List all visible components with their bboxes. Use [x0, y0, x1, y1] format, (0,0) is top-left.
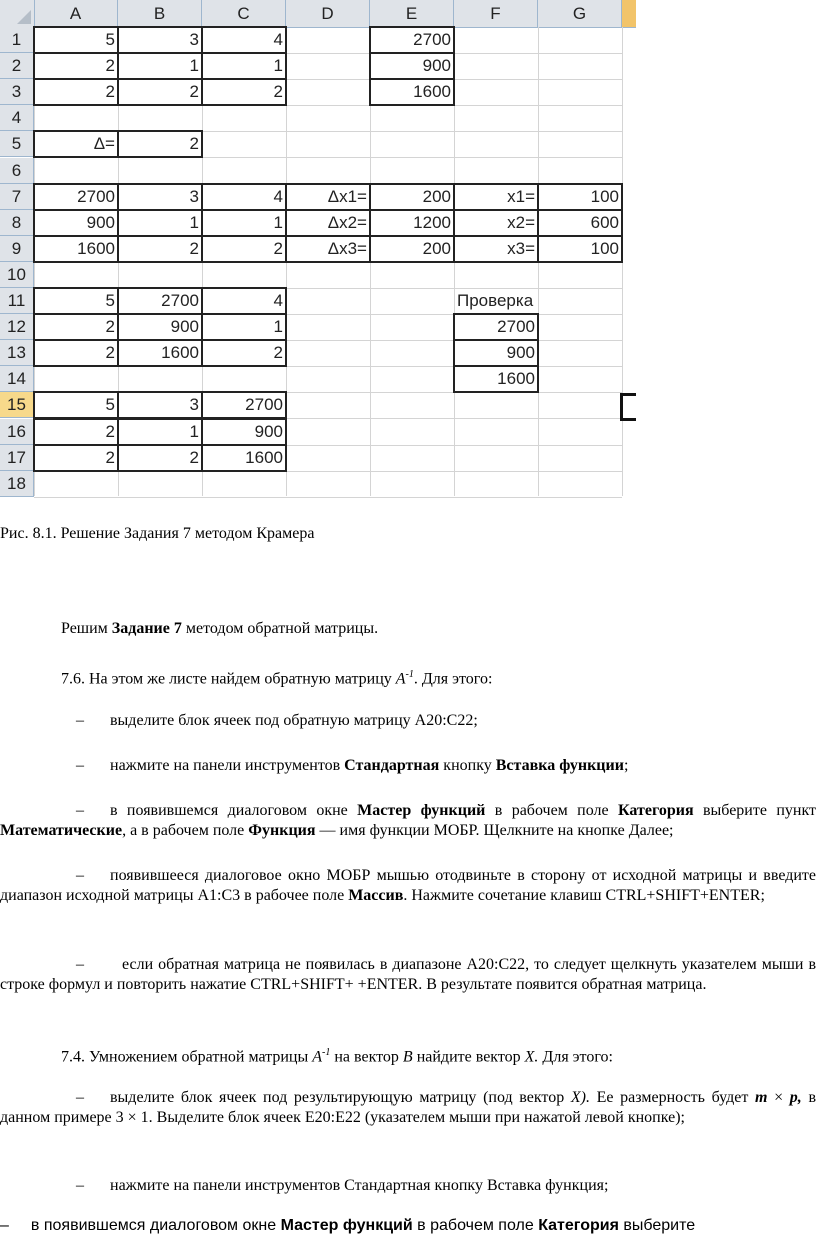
row-header-7[interactable]: 7	[0, 184, 34, 210]
text: в рабочем поле	[485, 802, 619, 819]
cell-e9[interactable]: 200	[422, 238, 451, 258]
text: нажмите на панели инструментов Стандартная кнопку Вставка функция;	[110, 1177, 609, 1194]
bold-text: Математические	[0, 822, 123, 839]
cell-f13[interactable]: 900	[506, 343, 535, 363]
dash: –	[76, 867, 84, 884]
var-m: m	[755, 1089, 768, 1106]
cell-e1[interactable]: 2700	[413, 30, 451, 49]
cell-f8[interactable]: x2=	[507, 212, 535, 232]
select-all-corner[interactable]	[0, 0, 35, 27]
bold-text: Стандартная	[344, 757, 440, 774]
bold-text: Мастер функций	[357, 802, 486, 819]
cell-c2[interactable]: 1	[273, 56, 283, 76]
row-header-9[interactable]: 9	[0, 236, 34, 262]
text: выберите пункт	[693, 802, 816, 819]
text: выделите блок ячеек под обратную матрицу A20:C22;	[110, 712, 478, 729]
cell-a5[interactable]: Δ=	[93, 134, 115, 154]
row-header-11[interactable]: 11	[0, 288, 34, 314]
text: если обратная матрица не появилась в диапазоне A20:C22, то следует щелкнуть указателем мыши в строке формул и повторить нажатие CTRL+SHIFT+ +ENTER. В результате появится обратная матрица.	[0, 956, 816, 993]
cell-c7[interactable]: 4	[273, 186, 283, 206]
column-header-stub	[622, 0, 636, 27]
paragraph-7-6	[61, 665, 492, 689]
cell-b3[interactable]: 2	[189, 82, 199, 102]
gridline	[34, 497, 622, 498]
cell-b13[interactable]: 1600	[161, 343, 199, 363]
var-a: A	[312, 1048, 322, 1066]
text: Решим	[61, 620, 112, 637]
paragraph-intro	[61, 619, 378, 639]
text: выделите блок ячеек под результирующую матрицу (под вектор	[110, 1089, 571, 1106]
text: 7.4. Умножением обратной матрицы	[61, 1048, 313, 1066]
text: появившееся диалоговое окно МОБР мышью отодвиньте в сторону от исходной матрицы и введите диапазон исходной матрицы A1:C3 в рабочее поле	[0, 867, 816, 904]
var-p: p,	[789, 1089, 802, 1106]
column-header-e[interactable]: E	[370, 0, 454, 27]
text: Ее размерность будет	[589, 1089, 755, 1106]
cell-d7[interactable]: Δx1=	[327, 186, 367, 206]
text: выберите	[618, 1217, 696, 1234]
row-header-14[interactable]: 14	[0, 366, 34, 392]
dash: –	[76, 757, 84, 774]
dash: –	[76, 956, 84, 973]
text: — имя функции МОБР. Щелкните на кнопке Далее;	[315, 822, 674, 839]
cell-b11[interactable]: 2700	[161, 291, 199, 310]
bullet-8	[0, 1216, 695, 1236]
cell-c11[interactable]: 4	[273, 291, 283, 310]
row-header-4[interactable]: 4	[0, 105, 34, 131]
cell-a9[interactable]: 1600	[77, 238, 115, 258]
superscript: -1	[322, 1047, 331, 1058]
cell-a7[interactable]: 2700	[77, 186, 115, 206]
cell-a13[interactable]: 2	[105, 343, 115, 363]
column-header-d[interactable]: D	[286, 0, 370, 27]
cell-c15[interactable]: 2700	[245, 395, 283, 415]
column-header-f[interactable]: F	[454, 0, 538, 27]
column-header-a[interactable]: A	[34, 0, 118, 27]
row-header-2[interactable]: 2	[0, 53, 34, 79]
row-header-5[interactable]: 5	[0, 131, 34, 157]
row-header-12[interactable]: 12	[0, 314, 34, 340]
cell-g8[interactable]: 600	[590, 212, 619, 232]
cell-b15[interactable]: 3	[189, 395, 199, 415]
spreadsheet	[0, 0, 636, 496]
dash: –	[0, 1217, 9, 1234]
text: . Для этого:	[413, 670, 493, 688]
bold-text: Мастер функций	[280, 1217, 413, 1234]
bullet-7	[76, 1176, 608, 1196]
cell-g7[interactable]: 100	[590, 186, 619, 206]
cell-b9[interactable]: 2	[189, 238, 199, 258]
text: на вектор	[330, 1048, 403, 1066]
row-header-17[interactable]: 17	[0, 445, 34, 471]
text: кнопку	[439, 757, 496, 774]
var-x: X).	[570, 1089, 590, 1106]
cell-g9[interactable]: 100	[590, 238, 619, 258]
row-header-15[interactable]: 15	[0, 392, 34, 418]
cell-f9[interactable]: x3=	[507, 238, 535, 258]
cell-b8[interactable]: 1	[189, 212, 199, 232]
row-header-3[interactable]: 3	[0, 79, 34, 105]
cell-a1[interactable]: 5	[105, 30, 115, 49]
cell-e8[interactable]: 1200	[413, 212, 451, 232]
column-header-b[interactable]: B	[118, 0, 202, 27]
row-header-16[interactable]: 16	[0, 419, 34, 445]
text: , а в рабочем поле	[122, 822, 249, 839]
cell-a15[interactable]: 5	[105, 395, 115, 415]
bullet-5	[0, 955, 816, 995]
cell-c12[interactable]: 1	[273, 317, 283, 337]
cell-a8[interactable]: 900	[86, 212, 115, 232]
cell-a2[interactable]: 2	[105, 56, 115, 76]
cell-f11[interactable]: Проверка	[457, 291, 534, 310]
cell-c8[interactable]: 1	[273, 212, 283, 232]
text: нажмите на панели инструментов	[110, 757, 345, 774]
bullet-1	[76, 711, 478, 731]
figure-caption: Рис. 8.1. Решение Задания 7 методом Крамера	[0, 525, 315, 542]
cell-b5[interactable]: 2	[189, 134, 199, 154]
text: в появившемся диалоговом окне	[30, 1217, 281, 1234]
bold-text: Задание 7	[111, 620, 182, 637]
cell-c3[interactable]: 2	[273, 82, 283, 102]
text: в данном примере 3 × 1. Выделите блок ячеек E20:E22 (указателем мыши при нажатой левой кнопке);	[0, 1089, 816, 1126]
row-header-10[interactable]: 10	[0, 262, 34, 288]
bold-text: Вставка функции	[495, 757, 624, 774]
cell-c13[interactable]: 2	[273, 343, 283, 363]
cell-e7[interactable]: 200	[422, 186, 451, 206]
cell-e3[interactable]: 1600	[413, 82, 451, 102]
bold-text: Массив	[348, 887, 404, 904]
select-all-icon	[17, 10, 31, 24]
cell-c17[interactable]: 1600	[245, 447, 283, 467]
column-header-c[interactable]: C	[202, 0, 286, 27]
cell-b7[interactable]: 3	[189, 186, 199, 206]
text: . Нажмите сочетание клавиш CTRL+SHIFT+ENTER;	[403, 887, 765, 904]
bullet-6	[0, 1088, 816, 1128]
cell-a11[interactable]: 5	[105, 291, 115, 310]
dash: –	[76, 1089, 84, 1106]
text: Для этого:	[538, 1048, 613, 1066]
text: методом обратной матрицы.	[181, 620, 379, 637]
cell-a16[interactable]: 2	[105, 421, 115, 441]
bold-text: Категория	[618, 802, 694, 819]
text: 7.6. На этом же листе найдем обратную матрицу	[61, 670, 396, 688]
cell-d8[interactable]: Δx2=	[327, 212, 367, 232]
dash: –	[76, 1177, 84, 1194]
var-b: B	[402, 1048, 413, 1066]
superscript: -1	[405, 669, 414, 680]
cell-a12[interactable]: 2	[105, 317, 115, 337]
cell-e2[interactable]: 900	[422, 56, 451, 76]
row-header-6[interactable]: 6	[0, 158, 34, 184]
var-a: A	[395, 670, 406, 688]
var-x: X.	[524, 1048, 539, 1066]
bullet-3	[0, 801, 816, 841]
cell-b2[interactable]: 1	[189, 56, 199, 76]
cell-d9[interactable]: Δx3=	[327, 238, 367, 258]
dash: –	[76, 802, 84, 819]
cell-f7[interactable]: x1=	[507, 186, 535, 206]
bold-text: Функция	[248, 822, 316, 839]
paragraph-7-4	[61, 1043, 613, 1067]
cell-b12[interactable]: 900	[170, 317, 199, 337]
bullet-2	[76, 756, 628, 776]
text: ×	[767, 1089, 790, 1106]
row-header-8[interactable]: 8	[0, 210, 34, 236]
text: в рабочем поле	[412, 1217, 539, 1234]
cell-a3[interactable]: 2	[105, 82, 115, 102]
selection-cursor-marker	[620, 393, 636, 421]
cell-c16[interactable]: 900	[254, 421, 283, 441]
cell-c9[interactable]: 2	[273, 238, 283, 258]
dash: –	[76, 712, 84, 729]
cell-a17[interactable]: 2	[105, 447, 115, 467]
cell-f14[interactable]: 1600	[497, 369, 535, 389]
text: найдите вектор	[412, 1048, 525, 1066]
row-header-1[interactable]: 1	[0, 27, 34, 53]
row-header-13[interactable]: 13	[0, 340, 34, 366]
cell-f12[interactable]: 2700	[497, 317, 535, 337]
text: ;	[623, 757, 629, 774]
cell-b1[interactable]: 3	[189, 30, 199, 49]
bullet-4	[0, 866, 816, 906]
column-header-g[interactable]: G	[538, 0, 622, 27]
bold-text: Категория	[538, 1217, 619, 1234]
cell-b16[interactable]: 1	[189, 421, 199, 441]
cell-c1[interactable]: 4	[273, 30, 283, 49]
text: в появившемся диалоговом окне	[110, 802, 358, 819]
cell-b17[interactable]: 2	[189, 447, 199, 467]
row-header-18[interactable]: 18	[0, 471, 34, 497]
